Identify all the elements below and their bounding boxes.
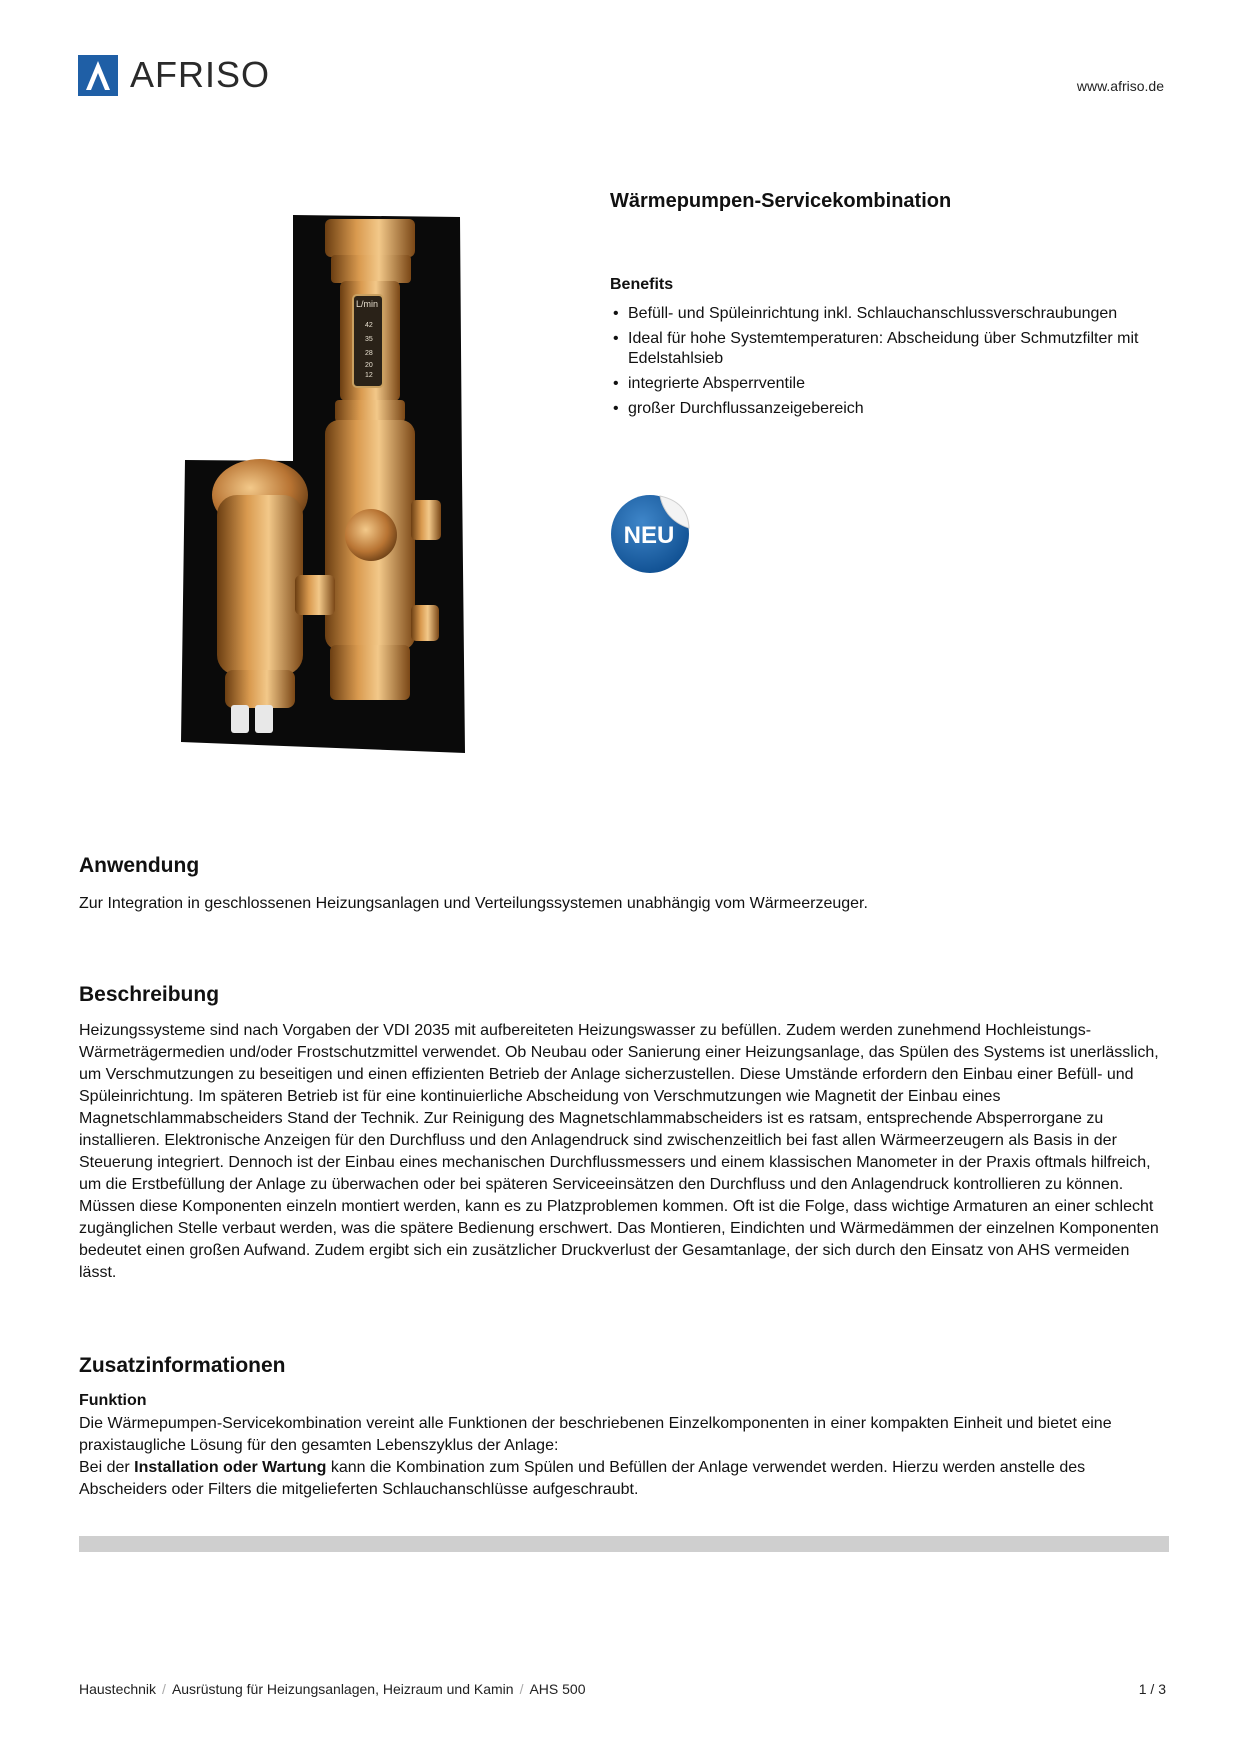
- new-badge-label: NEU: [623, 522, 675, 549]
- gauge-tick: 28: [365, 350, 373, 357]
- zusatzinformationen-heading: Zusatzinformationen: [79, 1354, 286, 1377]
- anwendung-heading: Anwendung: [79, 854, 200, 877]
- benefits-list: [613, 304, 1173, 424]
- funktion-heading: Funktion: [79, 1392, 147, 1409]
- anwendung-text: Zur Integration in geschlossenen Heizungsanlagen und Verteilungssystemen unabhängig vom Wärmeerzeuger.: [79, 895, 868, 912]
- breadcrumb-separator: /: [519, 1681, 524, 1697]
- afriso-logo-icon: [78, 55, 118, 96]
- breadcrumb-item[interactable]: Haustechnik: [79, 1681, 157, 1697]
- gauge-tick: 20: [365, 362, 373, 369]
- brand-name: AFRISO: [130, 54, 271, 95]
- gauge-tick: 12: [365, 372, 373, 379]
- beschreibung-heading: Beschreibung: [79, 983, 220, 1006]
- benefit-item: • Befüll- und Spüleinrichtung inkl. Schlauchanschlussverschraubungen: [613, 304, 1173, 324]
- breadcrumb: [79, 1681, 586, 1697]
- benefit-item: • Ideal für hohe Systemtemperaturen: Abscheidung über Schmutzfilter mit Edelstahlsieb: [613, 329, 1173, 369]
- benefits-heading: Benefits: [610, 276, 674, 293]
- product-title: Wärmepumpen-Servicekombination: [610, 190, 952, 212]
- beschreibung-text: Heizungssysteme sind nach Vorgaben der VDI 2035 mit aufbereiteten Heizungswasser zu befüllen. Zudem werden zunehmend Hochleistungs-Wärmeträgermedien und/oder Frostschutzmittel verwendet. Ob Neubau oder Sanierung einer Heizungsanlage, das Spülen des Systems ist unerlässlich, um Verschmutzungen zu beseitigen und einen effizienten Betrieb der Anlage sicherzustellen. Diese Umstände erfordern den Einbau einer Befüll- und Spüleinrichtung. Im späteren Betrieb ist für eine kontinuierliche Abscheidung von Verschmutzungen wie Magnetit der Einbau eines Magnetschlammabscheiders Stand der Technik. Zur Reinigung des Magnetschlammabscheiders ist es ratsam, entsprechende Absperrorgane zu installieren. Elektronische Anzeigen für den Durchfluss und den Anlagendruck sind zwischenzeitlich bei fast allen Wärmeerzeugern als Basis in der Steuerung integriert. Dennoch ist der Einbau eines mechanischen Durchflussmessers und einem klassischen Manometer in der Praxis oftmals hilfreich, um die Erstbefüllung der Anlage zu überwachen oder bei späteren Serviceeinsätzen den Durchfluss und den Anlagendruck kontrollieren zu können. Müssen diese Komponenten einzeln montiert werden, kann es zu Platzproblemen kommen. Oft ist die Folge, dass wichtige Armaturen an einer schlecht zugänglichen Stelle verbaut werden, was die spätere Bedienung erschwert. Das Montieren, Eindichten und Wärmedämmen der einzelnen Komponenten bedeutet einen großen Aufwand. Zudem ergibt sich ein zusätzlicher Druckverlust der Gesamtanlage, der sich durch den Einsatz von AHS vermeiden lässt.: [79, 1022, 1159, 1281]
- gauge-tick: 35: [365, 336, 373, 343]
- product-image: [175, 215, 475, 775]
- breadcrumb-item[interactable]: Ausrüstung für Heizungsanlagen, Heizraum und Kamin: [171, 1681, 514, 1697]
- gauge-unit-label: L/min: [356, 299, 379, 309]
- funktion-text-installation: [79, 1457, 1169, 1501]
- new-badge: [610, 494, 690, 574]
- funktion-text-bold: Installation oder Wartung: [134, 1459, 327, 1476]
- breadcrumb-separator: /: [162, 1681, 166, 1697]
- funktion-text-part: kann die Kombination zum Spülen und Befüllen der Anlage verwendet werden. Hierzu werden anstelle des Abscheiders oder Filters die mitgelieferten Schlauchanschlüsse aufgeschraubt.: [79, 1459, 1086, 1498]
- gauge-tick: 42: [365, 322, 373, 329]
- afriso-logo: [78, 54, 270, 96]
- page-number: 1 / 3: [1138, 1681, 1166, 1697]
- funktion-text-part: Bei der: [79, 1459, 135, 1476]
- benefit-item: • großer Durchflussanzeigebereich: [613, 399, 1173, 419]
- funktion-text: Die Wärmepumpen-Servicekombination vereint alle Funktionen der beschriebenen Einzelkomponenten in einer kompakten Einheit und bietet eine praxistaugliche Lösung für den gesamten Lebenszyklus der Anlage:: [79, 1415, 1112, 1454]
- benefit-item: • integrierte Absperrventile: [613, 374, 1173, 394]
- footer-divider-bar: [79, 1536, 1169, 1552]
- breadcrumb-item[interactable]: AHS 500: [529, 1681, 586, 1697]
- website-link[interactable]: www.afriso.de: [1076, 78, 1164, 94]
